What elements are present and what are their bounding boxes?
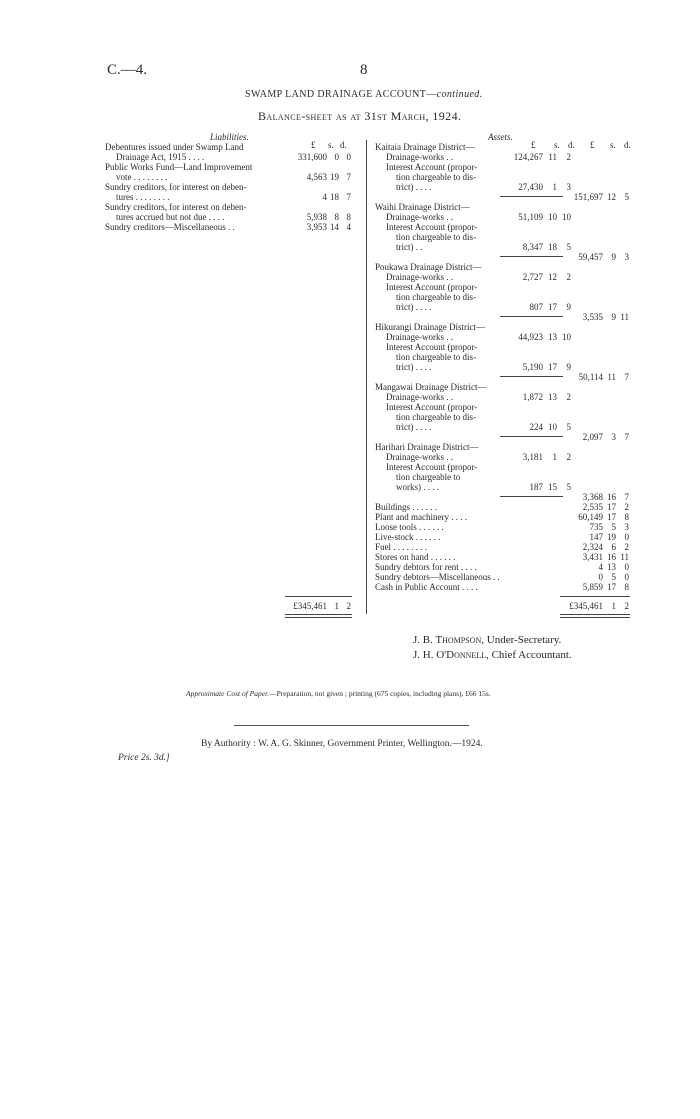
district-total-shillings: 11: [607, 372, 616, 382]
assets-total-pence: 2: [624, 601, 629, 611]
asset-item-shillings: 16: [607, 552, 616, 562]
district-interest-pence: 5: [566, 242, 571, 252]
asset-item-label: Buildings . . . . . .: [375, 502, 438, 512]
district-interest-line: tion chargeable to dis-: [396, 412, 477, 422]
asset-item-pence: 0: [624, 572, 629, 582]
assets-total-rule: [560, 596, 630, 597]
liability-amount-pence: 7: [346, 192, 351, 202]
district-interest-line: tion chargeable to dis-: [396, 172, 477, 182]
liability-amount-shillings: 18: [330, 192, 339, 202]
asset-item-label: Loose tools . . . . . .: [375, 522, 444, 532]
asset-item-pence: 8: [624, 512, 629, 522]
district-total-pounds: 151,697: [573, 192, 603, 202]
liability-line: tures . . . . . . . .: [116, 192, 170, 202]
asset-item-label: Live-stock . . . . . .: [375, 532, 441, 542]
district-works-shillings: 13: [548, 332, 557, 342]
district-interest-pence: 5: [566, 422, 571, 432]
district-works-pounds: 2,727: [522, 272, 543, 282]
district-interest-line: works) . . . .: [396, 482, 439, 492]
asset-item-shillings: 17: [607, 512, 616, 522]
district-subtotal-rule: [500, 496, 563, 497]
asset-item-label: Cash in Public Account . . . .: [375, 582, 478, 592]
footer-rule: [234, 725, 469, 726]
column-divider: [366, 140, 367, 614]
district-works-label: Drainage-works . .: [386, 212, 453, 222]
district-interest-shillings: 18: [548, 242, 557, 252]
account-title: SWAMP LAND DRAINAGE ACCOUNT—continued.: [245, 89, 483, 100]
liab-col-shillings: s.: [328, 140, 334, 150]
district-interest-shillings: 1: [552, 182, 557, 192]
district-interest-shillings: 17: [548, 302, 557, 312]
district-subtotal-rule: [500, 376, 563, 377]
liabilities-total-pence: 2: [346, 601, 351, 611]
asset-item-pence: 0: [624, 532, 629, 542]
district-total-pounds: 3,535: [582, 312, 603, 322]
district-name: Waihi Drainage District—: [375, 202, 470, 212]
asset-item-label: Plant and machinery . . . .: [375, 512, 467, 522]
cost-note: Approximate Cost of Paper.—Preparation, not given ; printing (675 copies, including plans), £66 15s.: [186, 689, 491, 698]
liability-line: Drainage Act, 1915 . . . .: [116, 152, 205, 162]
district-works-pence: 10: [562, 212, 571, 222]
district-total-pence: 7: [624, 492, 629, 502]
liability-line: Sundry creditors, for interest on deben-: [105, 182, 247, 192]
asset-item-label: Sundry debtors for rent . . . .: [375, 562, 477, 572]
asset-item-shillings: 13: [607, 562, 616, 572]
district-interest-shillings: 10: [548, 422, 557, 432]
district-total-pounds: 3,368: [582, 492, 603, 502]
district-interest-pence: 3: [566, 182, 571, 192]
liability-amount-shillings: 8: [334, 212, 339, 222]
district-interest-pence: 5: [566, 482, 571, 492]
liability-amount-shillings: 0: [334, 152, 339, 162]
district-works-pence: 2: [566, 452, 571, 462]
district-interest-line: tion chargeable to dis-: [396, 352, 477, 362]
district-interest-line: trict) . . . .: [396, 302, 432, 312]
district-interest-line: Interest Account (propor-: [386, 402, 478, 412]
district-works-pence: 2: [566, 392, 571, 402]
district-subtotal-rule: [500, 436, 563, 437]
district-total-shillings: 9: [611, 252, 616, 262]
liability-amount-pounds: 3,953: [306, 222, 327, 232]
district-interest-pounds: 224: [529, 422, 543, 432]
district-name: Poukawa Drainage District—: [375, 262, 482, 272]
asset-item-label: Sundry debtors—Miscellaneous . .: [375, 572, 500, 582]
district-interest-line: tion chargeable to dis-: [396, 292, 477, 302]
district-interest-line: Interest Account (propor-: [386, 462, 478, 472]
district-total-shillings: 3: [611, 432, 616, 442]
page-number: 8: [360, 62, 368, 78]
district-interest-shillings: 17: [548, 362, 557, 372]
liabilities-total-shillings: 1: [334, 601, 339, 611]
district-interest-line: Interest Account (propor-: [386, 222, 478, 232]
asset-item-label: Stores on hand . . . . . .: [375, 552, 456, 562]
district-interest-line: trict) . .: [396, 242, 423, 252]
asset-item-pence: 3: [624, 522, 629, 532]
district-works-pounds: 51,109: [518, 212, 543, 222]
district-works-pounds: 44,923: [518, 332, 543, 342]
asset-item-pounds: 2,324: [582, 542, 603, 552]
asset-item-shillings: 19: [607, 532, 616, 542]
district-interest-line: tion chargeable to dis-: [396, 232, 477, 242]
signature-chief-accountant: J. H. O'Donnell, Chief Accountant.: [413, 649, 572, 661]
asset-item-shillings: 17: [607, 582, 616, 592]
district-interest-shillings: 15: [548, 482, 557, 492]
district-interest-pounds: 187: [529, 482, 543, 492]
asset-item-pounds: 735: [589, 522, 603, 532]
district-works-pence: 10: [562, 332, 571, 342]
liability-line: Sundry creditors, for interest on deben-: [105, 202, 247, 212]
district-works-label: Drainage-works . .: [386, 452, 453, 462]
liability-amount-pence: 8: [346, 212, 351, 222]
assets-total-shillings: 1: [611, 601, 616, 611]
district-interest-pounds: 27,430: [518, 182, 543, 192]
district-total-shillings: 12: [607, 192, 616, 202]
district-name: Harihari Drainage District—: [375, 442, 479, 452]
district-total-pence: 11: [620, 312, 629, 322]
district-interest-line: Interest Account (propor-: [386, 282, 478, 292]
district-works-label: Drainage-works . .: [386, 152, 453, 162]
liability-line: Debentures issued under Swamp Land: [105, 142, 244, 152]
district-total-pence: 5: [624, 192, 629, 202]
assets-col-shillings-outer: s.: [610, 140, 616, 150]
assets-heading: Assets.: [488, 132, 513, 142]
district-works-label: Drainage-works . .: [386, 272, 453, 282]
district-subtotal-rule: [500, 316, 563, 317]
liability-amount-shillings: 14: [330, 222, 339, 232]
district-total-pence: 7: [624, 432, 629, 442]
district-works-label: Drainage-works . .: [386, 332, 453, 342]
signature-under-secretary: J. B. Thompson, Under-Secretary.: [413, 634, 562, 646]
district-subtotal-rule: [500, 256, 563, 257]
district-works-pence: 2: [566, 152, 571, 162]
district-interest-line: tion chargeable to: [396, 472, 461, 482]
district-interest-line: trict) . . . .: [396, 422, 432, 432]
liabilities-total-pounds: £345,461: [293, 601, 327, 611]
liab-col-pounds: £: [311, 140, 316, 150]
liability-amount-pounds: 5,938: [306, 212, 327, 222]
asset-item-pounds: 3,431: [582, 552, 603, 562]
liability-line: tures accrued but not due . . . .: [116, 212, 225, 222]
district-works-shillings: 11: [548, 152, 557, 162]
asset-item-pounds: 60,149: [578, 512, 603, 522]
asset-item-pounds: 0: [598, 572, 603, 582]
liabilities-total-rule: [285, 596, 352, 597]
liability-amount-pounds: 4: [322, 192, 327, 202]
asset-item-shillings: 17: [607, 502, 616, 512]
district-total-pence: 3: [624, 252, 629, 262]
district-total-pence: 7: [624, 372, 629, 382]
document-reference: C.—4.: [107, 62, 148, 78]
asset-item-pounds: 4: [598, 562, 603, 572]
district-works-pounds: 1,872: [522, 392, 543, 402]
district-works-shillings: 12: [548, 272, 557, 282]
liability-amount-pence: 0: [346, 152, 351, 162]
district-name: Mangawai Drainage District—: [375, 382, 487, 392]
liabilities-double-rule: [285, 614, 352, 618]
district-total-shillings: 16: [607, 492, 616, 502]
asset-item-shillings: 6: [611, 542, 616, 552]
liability-line: vote . . . . . . . .: [116, 172, 168, 182]
authority-line: By Authority : W. A. G. Skinner, Government Printer, Wellington.—1924.: [201, 739, 483, 749]
assets-col-shillings-inner: s.: [554, 140, 560, 150]
district-works-label: Drainage-works . .: [386, 392, 453, 402]
district-works-pounds: 124,267: [513, 152, 543, 162]
asset-item-pounds: 147: [589, 532, 603, 542]
district-total-pounds: 2,097: [582, 432, 603, 442]
asset-item-pence: 8: [624, 582, 629, 592]
assets-col-pence-inner: d.: [568, 140, 575, 150]
district-interest-pence: 9: [566, 302, 571, 312]
asset-item-pence: 0: [624, 562, 629, 572]
liability-amount-pence: 4: [346, 222, 351, 232]
district-interest-line: Interest Account (propor-: [386, 342, 478, 352]
asset-item-shillings: 5: [611, 572, 616, 582]
asset-item-pence: 11: [620, 552, 629, 562]
district-subtotal-rule: [500, 196, 563, 197]
liability-amount-shillings: 19: [330, 172, 339, 182]
district-name: Kaitaia Drainage District—: [375, 142, 475, 152]
assets-col-pence-outer: d.: [624, 140, 631, 150]
assets-col-pounds-outer: £: [590, 140, 595, 150]
district-total-shillings: 9: [611, 312, 616, 322]
district-interest-pounds: 5,190: [522, 362, 543, 372]
liability-line: Public Works Fund—Land Improvement: [105, 162, 253, 172]
balance-sheet-title: Balance-sheet as at 31st March, 1924.: [258, 109, 462, 123]
assets-col-pounds-inner: £: [531, 140, 536, 150]
asset-item-shillings: 5: [611, 522, 616, 532]
district-works-shillings: 13: [548, 392, 557, 402]
liability-amount-pounds: 4,563: [306, 172, 327, 182]
asset-item-pounds: 5,859: [582, 582, 603, 592]
district-works-shillings: 1: [552, 452, 557, 462]
liability-line: Sundry creditors—Miscellaneous . .: [105, 222, 235, 232]
district-interest-pounds: 8,347: [522, 242, 543, 252]
liability-amount-pence: 7: [346, 172, 351, 182]
liab-col-pence: d.: [340, 140, 347, 150]
asset-item-label: Fuel . . . . . . . .: [375, 542, 428, 552]
district-interest-pence: 9: [566, 362, 571, 372]
assets-total-pounds: £345,461: [569, 601, 603, 611]
district-name: Hikurangi Drainage District—: [375, 322, 485, 332]
assets-double-rule: [560, 614, 630, 618]
liabilities-heading: Liabilities.: [210, 132, 249, 142]
district-total-pounds: 59,457: [578, 252, 603, 262]
district-total-pounds: 50,114: [578, 372, 603, 382]
district-interest-line: trict) . . . .: [396, 182, 432, 192]
district-interest-pounds: 807: [529, 302, 543, 312]
asset-item-pence: 2: [624, 502, 629, 512]
asset-item-pounds: 2,535: [582, 502, 603, 512]
district-works-pence: 2: [566, 272, 571, 282]
district-works-pounds: 3,181: [522, 452, 543, 462]
district-interest-line: trict) . . . .: [396, 362, 432, 372]
district-works-shillings: 10: [548, 212, 557, 222]
liability-amount-pounds: 331,600: [297, 152, 327, 162]
asset-item-pence: 2: [624, 542, 629, 552]
district-interest-line: Interest Account (propor-: [386, 162, 478, 172]
price-note: Price 2s. 3d.]: [118, 753, 170, 763]
